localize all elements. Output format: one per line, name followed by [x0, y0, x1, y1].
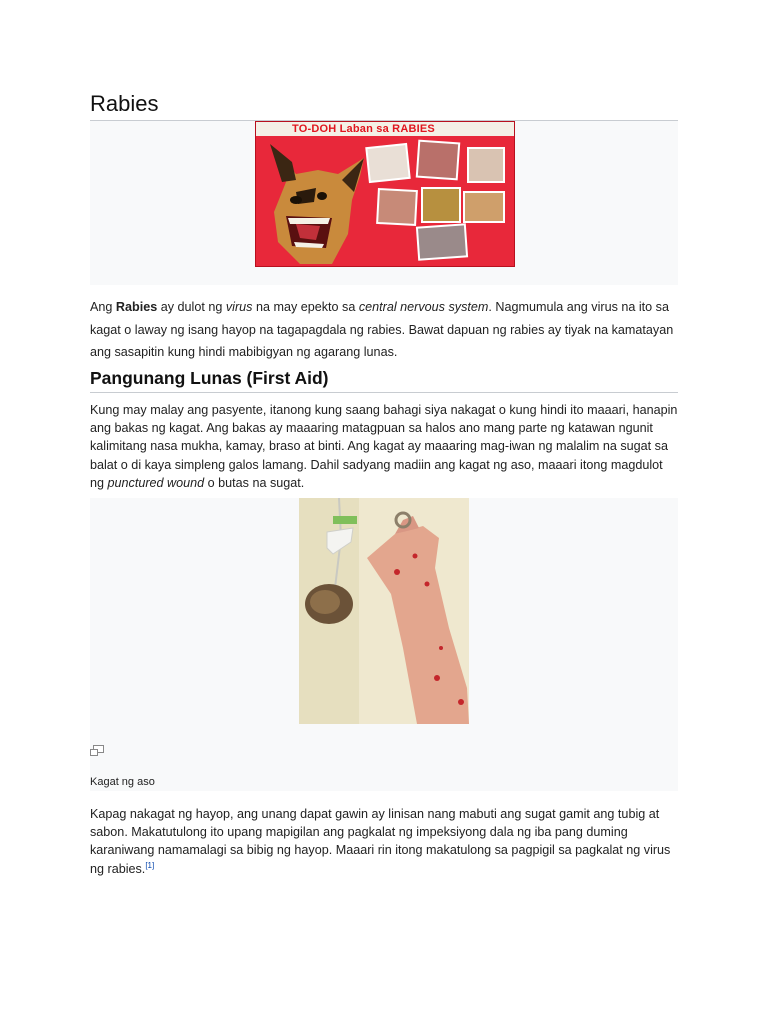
- section-divider: [90, 392, 678, 393]
- intro-text: ay dulot ng: [157, 300, 226, 314]
- enlarge-icon[interactable]: [90, 744, 104, 756]
- intro-term-rabies: Rabies: [115, 300, 158, 314]
- reference-link[interactable]: [1]: [145, 860, 155, 870]
- page-title: Rabies: [90, 91, 159, 116]
- cleaning-text: Kapag nakagat ng hayop, ang unang dapat gawin ay linisan nang mabuti ang sugat gamit ang tubig at sabon. Makatutulong ito upang mapigilan ang pagkalat ng impeksiyong dala ng iba pang duming karaniwang namamalagi sa bibig ng hayop. Maaari rin itong makatulong sa pagpigil sa pagkalat ng virus ng rabies.: [90, 807, 671, 876]
- section-heading: Pangunang Lunas (First Aid): [90, 368, 329, 388]
- intro-paragraph: [90, 296, 678, 364]
- intro-text: na may epekto sa: [252, 300, 359, 314]
- figure-caption: Kagat ng aso: [90, 776, 155, 788]
- poster-figure: [90, 121, 678, 285]
- first-aid-text: o butas na sugat.: [204, 475, 305, 490]
- first-aid-paragraph: [90, 401, 678, 492]
- bite-figure: [90, 498, 678, 791]
- intro-text: . Nagmumula ang virus na ito sa kagat o laway ng isang hayop na tagapagdala ng rabies. Bawat dapuan ng rabies ay tiyak na kamatayan ang sasapitin kung hindi mabibigyan ng agarang lunas.: [90, 300, 674, 359]
- rabies-poster-image[interactable]: [255, 121, 515, 267]
- first-aid-text: Kung may malay ang pasyente, itanong kung saang bahagi siya nakagat o kung hindi ito maaari, hanapin ang bakas ng kagat. Ang bakas ay maaaring matagpuan sa halos ano mang parte ng katawan ngunit kalimitang nasa mukha, kamay, braso at binti. Ang kagat ay maaaring mag-iwan ng malalim na sugat sa balat o di kaya simpleng galos lamang. Dahil sadyang madiin ang kagat ng aso, maaari itong magdulot ng: [90, 403, 678, 490]
- intro-term-virus: virus: [225, 300, 253, 314]
- first-aid-term: punctured wound: [107, 475, 205, 490]
- intro-text: Ang: [90, 300, 116, 314]
- cleaning-paragraph: [90, 805, 678, 878]
- dog-bite-artwork: [299, 498, 469, 724]
- poster-artwork: [256, 122, 514, 266]
- dog-bite-photo[interactable]: [299, 498, 469, 724]
- poster-title: TO-DOH Laban sa RABIES: [292, 123, 435, 135]
- intro-term-cns: central nervous system: [358, 300, 489, 314]
